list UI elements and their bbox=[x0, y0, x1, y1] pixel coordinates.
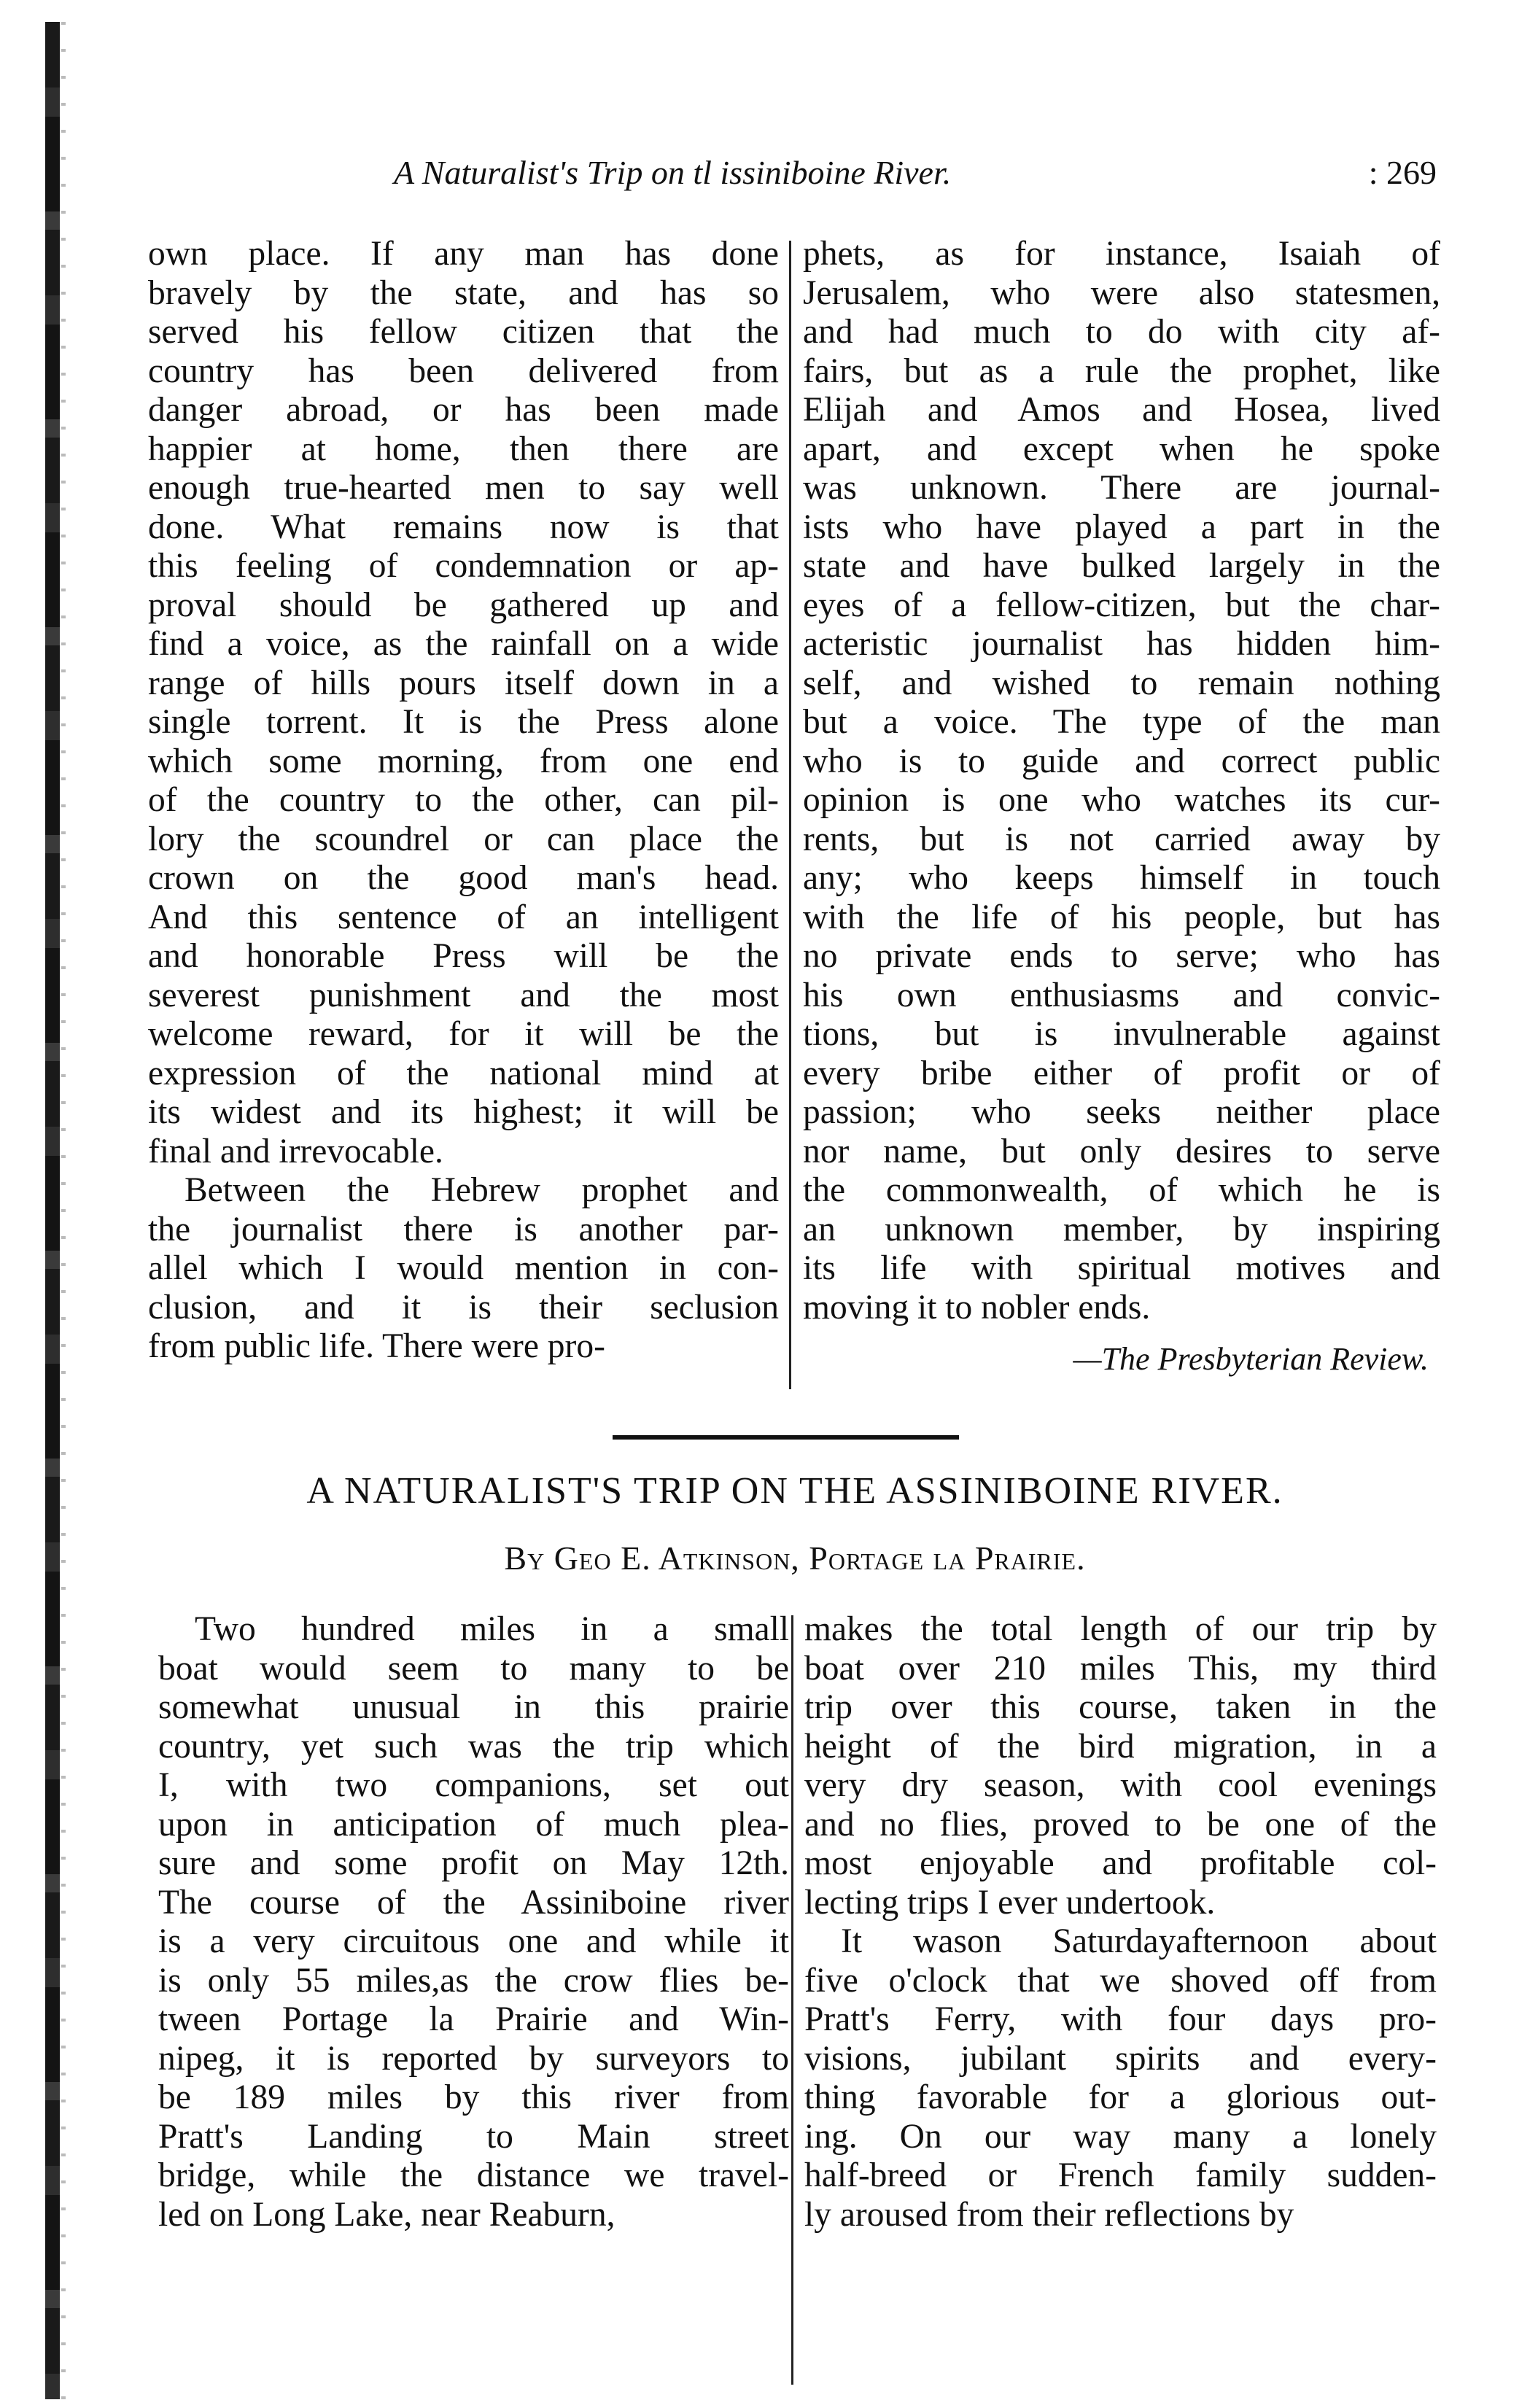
text-line: was unknown. There are journal- bbox=[803, 469, 1440, 507]
text-line: an unknown member, by inspiring bbox=[803, 1210, 1440, 1248]
text-line: served his fellow citizen that the bbox=[148, 313, 779, 351]
text-line: half-breed or French family sudden- bbox=[804, 2156, 1437, 2194]
text-line: tions, but is invulnerable against bbox=[803, 1015, 1440, 1053]
article-title: A NATURALIST'S TRIP ON THE ASSINIBOINE RIVER. bbox=[306, 1470, 1283, 1512]
text-line: ing. On our way many a lonely bbox=[804, 2117, 1437, 2156]
text-line: no private ends to serve; who has bbox=[803, 937, 1440, 975]
text-line: upon in anticipation of much plea- bbox=[158, 1805, 789, 1844]
text-line: ly aroused from their reflections by bbox=[804, 2195, 1294, 2234]
text-line: five o'clock that we shoved off from bbox=[804, 1961, 1437, 2000]
text-line: fairs, but as a rule the prophet, like bbox=[803, 352, 1440, 390]
text-line: Between the Hebrew prophet and bbox=[185, 1171, 779, 1209]
text-line: with the life of his people, but has bbox=[803, 898, 1440, 936]
text-line: is only 55 miles,as the crow flies be- bbox=[158, 1961, 789, 2000]
text-line: state and have bulked largely in the bbox=[803, 547, 1440, 585]
page-number: : 269 bbox=[1368, 154, 1437, 191]
text-line: boat would seem to many to be bbox=[158, 1649, 789, 1687]
text-line: most enjoyable and profitable col- bbox=[804, 1844, 1437, 1882]
previous-article-right-column bbox=[803, 235, 1440, 1327]
text-line: rents, but is not carried away by bbox=[803, 820, 1440, 858]
text-line: country has been delivered from bbox=[148, 352, 779, 390]
running-title: A Naturalist's Trip on tl issiniboine River. bbox=[394, 154, 952, 191]
text-line: but a voice. The type of the man bbox=[803, 703, 1440, 741]
text-line: And this sentence of an intelligent bbox=[148, 898, 779, 936]
text-line: It wason Saturdayafternoon about bbox=[841, 1922, 1437, 1960]
text-line: final and irrevocable. bbox=[148, 1132, 443, 1170]
text-line: Pratt's Ferry, with four days pro- bbox=[804, 2000, 1437, 2038]
text-line: expression of the national mind at bbox=[148, 1054, 779, 1092]
section-divider bbox=[613, 1435, 959, 1440]
text-line: any; who keeps himself in touch bbox=[803, 859, 1440, 897]
text-line: who is to guide and correct public bbox=[803, 742, 1440, 780]
text-line: opinion is one who watches its cur- bbox=[803, 781, 1440, 819]
text-line: from public life. There were pro- bbox=[148, 1327, 605, 1365]
text-line: bravely by the state, and has so bbox=[148, 273, 779, 312]
text-line: Two hundred miles in a small bbox=[195, 1610, 789, 1648]
text-line: I, with two companions, set out bbox=[158, 1766, 789, 1804]
text-line: The course of the Assiniboine river bbox=[158, 1883, 789, 1922]
text-line: and had much to do with city af- bbox=[803, 313, 1440, 351]
text-line: its widest and its highest; it will be bbox=[148, 1093, 779, 1131]
column-divider-bottom bbox=[791, 1615, 793, 2385]
text-line: of the country to the other, can pil- bbox=[148, 781, 779, 819]
text-line: the journalist there is another par- bbox=[148, 1210, 779, 1248]
text-line: somewhat unusual in this prairie bbox=[158, 1688, 789, 1726]
text-line: very dry season, with cool evenings bbox=[804, 1766, 1437, 1804]
text-line: sure and some profit on May 12th. bbox=[158, 1844, 789, 1882]
text-line: Elijah and Amos and Hosea, lived bbox=[803, 391, 1440, 429]
text-line: every bribe either of profit or of bbox=[803, 1054, 1440, 1092]
text-line: single torrent. It is the Press alone bbox=[148, 703, 779, 741]
article-right-column bbox=[804, 1610, 1437, 2234]
previous-article-left-column bbox=[148, 235, 779, 1367]
text-line: happier at home, then there are bbox=[148, 430, 779, 468]
text-line: self, and wished to remain nothing bbox=[803, 664, 1440, 702]
text-line: own place. If any man has done bbox=[148, 235, 779, 273]
text-line: enough true-hearted men to say well bbox=[148, 469, 779, 507]
text-line: be 189 miles by this river from bbox=[158, 2078, 789, 2116]
text-line: this feeling of condemnation or ap- bbox=[148, 547, 779, 585]
text-line: clusion, and it is their seclusion bbox=[148, 1288, 779, 1327]
text-line: boat over 210 miles This, my third bbox=[804, 1649, 1437, 1687]
source-attribution: —The Presbyterian Review. bbox=[1073, 1341, 1429, 1377]
scan-binding-edge bbox=[45, 22, 60, 2399]
text-line: allel which I would mention in con- bbox=[148, 1249, 779, 1287]
text-line: thing favorable for a glorious out- bbox=[804, 2078, 1437, 2116]
text-line: proval should be gathered up and bbox=[148, 586, 779, 624]
text-line: tween Portage la Prairie and Win- bbox=[158, 2000, 789, 2038]
text-line: and honorable Press will be the bbox=[148, 937, 779, 975]
article-left-column bbox=[158, 1610, 789, 2234]
text-line: Jerusalem, who were also statesmen, bbox=[803, 273, 1440, 312]
text-line: led on Long Lake, near Reaburn, bbox=[158, 2195, 615, 2234]
text-line: its life with spiritual motives and bbox=[803, 1249, 1440, 1287]
article-byline: By Geo E. Atkinson, Portage la Prairie. bbox=[504, 1539, 1086, 1577]
text-line: nor name, but only desires to serve bbox=[803, 1132, 1440, 1170]
text-line: ists who have played a part in the bbox=[803, 508, 1440, 546]
text-line: severest punishment and the most bbox=[148, 976, 779, 1014]
text-line: bridge, while the distance we travel- bbox=[158, 2156, 789, 2194]
text-line: moving it to nobler ends. bbox=[803, 1288, 1151, 1327]
text-line: makes the total length of our trip by bbox=[804, 1610, 1437, 1648]
page-header bbox=[146, 153, 1444, 211]
text-line: lecting trips I ever undertook. bbox=[804, 1883, 1216, 1922]
text-line: passion; who seeks neither place bbox=[803, 1093, 1440, 1131]
text-line: welcome reward, for it will be the bbox=[148, 1015, 779, 1053]
text-line: his own enthusiasms and convic- bbox=[803, 976, 1440, 1014]
column-divider-top bbox=[789, 241, 791, 1389]
scan-binding-specks bbox=[61, 22, 66, 2399]
text-line: is a very circuitous one and while it bbox=[158, 1922, 789, 1960]
text-line: danger abroad, or has been made bbox=[148, 391, 779, 429]
text-line: phets, as for instance, Isaiah of bbox=[803, 235, 1440, 273]
text-line: nipeg, it is reported by surveyors to bbox=[158, 2039, 789, 2078]
text-line: trip over this course, taken in the bbox=[804, 1688, 1437, 1726]
text-line: the commonwealth, of which he is bbox=[803, 1171, 1440, 1209]
text-line: eyes of a fellow-citizen, but the char- bbox=[803, 586, 1440, 624]
text-line: country, yet such was the trip which bbox=[158, 1727, 789, 1766]
text-line: and no flies, proved to be one of the bbox=[804, 1805, 1437, 1844]
text-line: find a voice, as the rainfall on a wide bbox=[148, 625, 779, 663]
text-line: Pratt's Landing to Main street bbox=[158, 2117, 789, 2156]
text-line: which some morning, from one end bbox=[148, 742, 779, 780]
text-line: visions, jubilant spirits and every- bbox=[804, 2039, 1437, 2078]
text-line: crown on the good man's head. bbox=[148, 859, 779, 897]
text-line: lory the scoundrel or can place the bbox=[148, 820, 779, 858]
text-line: range of hills pours itself down in a bbox=[148, 664, 779, 702]
text-line: done. What remains now is that bbox=[148, 508, 779, 546]
text-line: acteristic journalist has hidden him- bbox=[803, 625, 1440, 663]
text-line: height of the bird migration, in a bbox=[804, 1727, 1437, 1766]
text-line: apart, and except when he spoke bbox=[803, 430, 1440, 468]
